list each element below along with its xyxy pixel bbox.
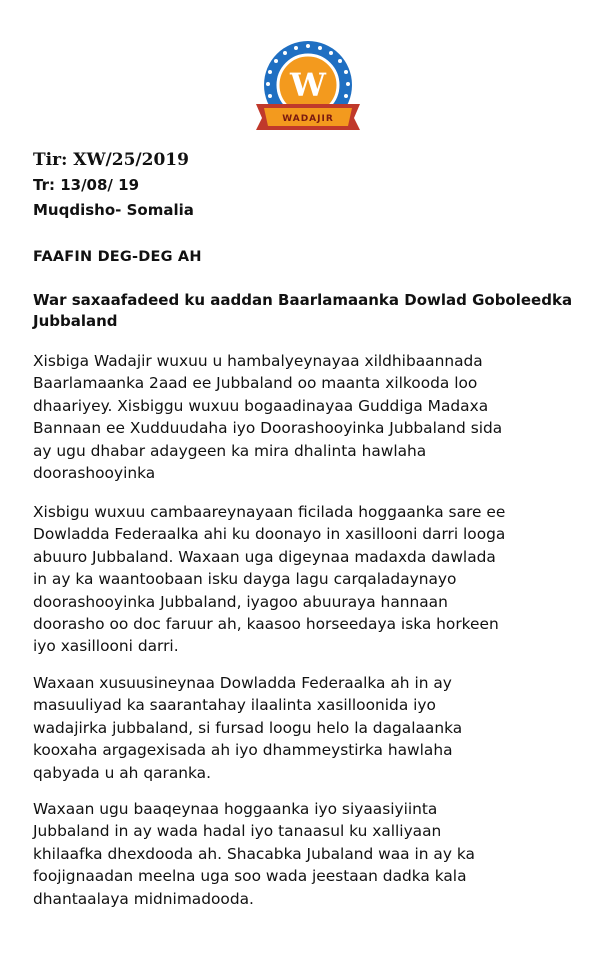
body-paragraph-4 <box>33 798 593 910</box>
wadajir-emblem-icon <box>250 38 366 138</box>
reference-number: Tir: XW/25/2019 <box>33 150 189 170</box>
paragraph-line: Xisbiga Wadajir wuxuu u hambalyeynayaa xildhibaannada <box>33 352 483 370</box>
logo-ribbon-text: WADAJIR <box>282 114 334 124</box>
letter-meta <box>33 148 194 223</box>
letter-place: Muqdisho- Somalia <box>33 201 194 219</box>
paragraph-line: masuuliyad ka saarantahay ilaalinta xasilloonida iyo <box>33 696 436 715</box>
party-logo <box>250 38 366 138</box>
paragraph-line: kooxaha argagexisada ah iyo dhammeystirka hawlaha <box>33 741 453 760</box>
paragraph-line: in ay ka waantoobaan isku dayga lagu carqaladaynayo <box>33 570 457 589</box>
paragraph-line: dhantaalaya midnimadooda. <box>33 889 254 908</box>
paragraph-line: ay ugu dhabar adaygeen ka mira dhalinta hawlaha <box>33 441 427 460</box>
paragraph-line: Jubbaland in ay wada hadal iyo tanaasul ku xalliyaan <box>33 822 442 841</box>
paragraph-line: doorasho oo doc faruur ah, kaasoo horseedaya iska horkeen <box>33 615 499 634</box>
paragraph-line: Xisbigu wuxuu cambaareynayaan ficilada hoggaanka sare ee <box>33 503 506 521</box>
paragraph-line: Waxaan ugu baaqeynaa hoggaanka iyo siyaasiyiinta <box>33 800 438 818</box>
paragraph-line: khilaafka dhexdooda ah. Shacabka Jubaland waa in ay ka <box>33 844 475 863</box>
letter-date: Tr: 13/08/ 19 <box>33 176 140 194</box>
paragraph-line: Waxaan xusuusineynaa Dowladda Federaalka ah in ay <box>33 674 452 692</box>
paragraph-line: dhaariyey. Xisbiggu wuxuu bogaadinayaa Guddiga Madaxa <box>33 396 489 415</box>
body-paragraph-2 <box>33 501 593 658</box>
body-paragraph-1 <box>33 350 593 484</box>
paragraph-line: Baarlamaanka 2aad ee Jubbaland oo maanta xilkooda loo <box>33 374 478 393</box>
paragraph-line: wadajirka jubbaland, si fursad loogu helo la dagalaanka <box>33 718 463 737</box>
paragraph-line: iyo xasillooni darri. <box>33 637 179 656</box>
press-heading: FAAFIN DEG-DEG AH <box>33 249 202 265</box>
body-paragraph-3 <box>33 672 593 784</box>
paragraph-line: doorashooyinka <box>33 464 156 483</box>
press-subject: War saxaafadeed ku aaddan Baarlamaanka Dowlad Goboleedka Jubbaland <box>33 291 573 330</box>
paragraph-line: doorashooyinka Jubbaland, iyagoo abuuraya hannaan <box>33 592 448 611</box>
paragraph-line: Dowladda Federaalka ahi ku doonayo in xasillooni darri looga <box>33 525 506 544</box>
logo-letter: W <box>290 66 326 104</box>
paragraph-line: qabyada u ah qaranka. <box>33 763 212 782</box>
paragraph-line: foojignaadan meelna uga soo wada jeestaan dadka kala <box>33 867 467 886</box>
paragraph-line: abuuro Jubbaland. Waxaan uga digeynaa madaxda dawlada <box>33 547 496 566</box>
paragraph-line: Bannaan ee Xudduudaha iyo Doorashooyinka Jubbaland sida <box>33 419 503 438</box>
